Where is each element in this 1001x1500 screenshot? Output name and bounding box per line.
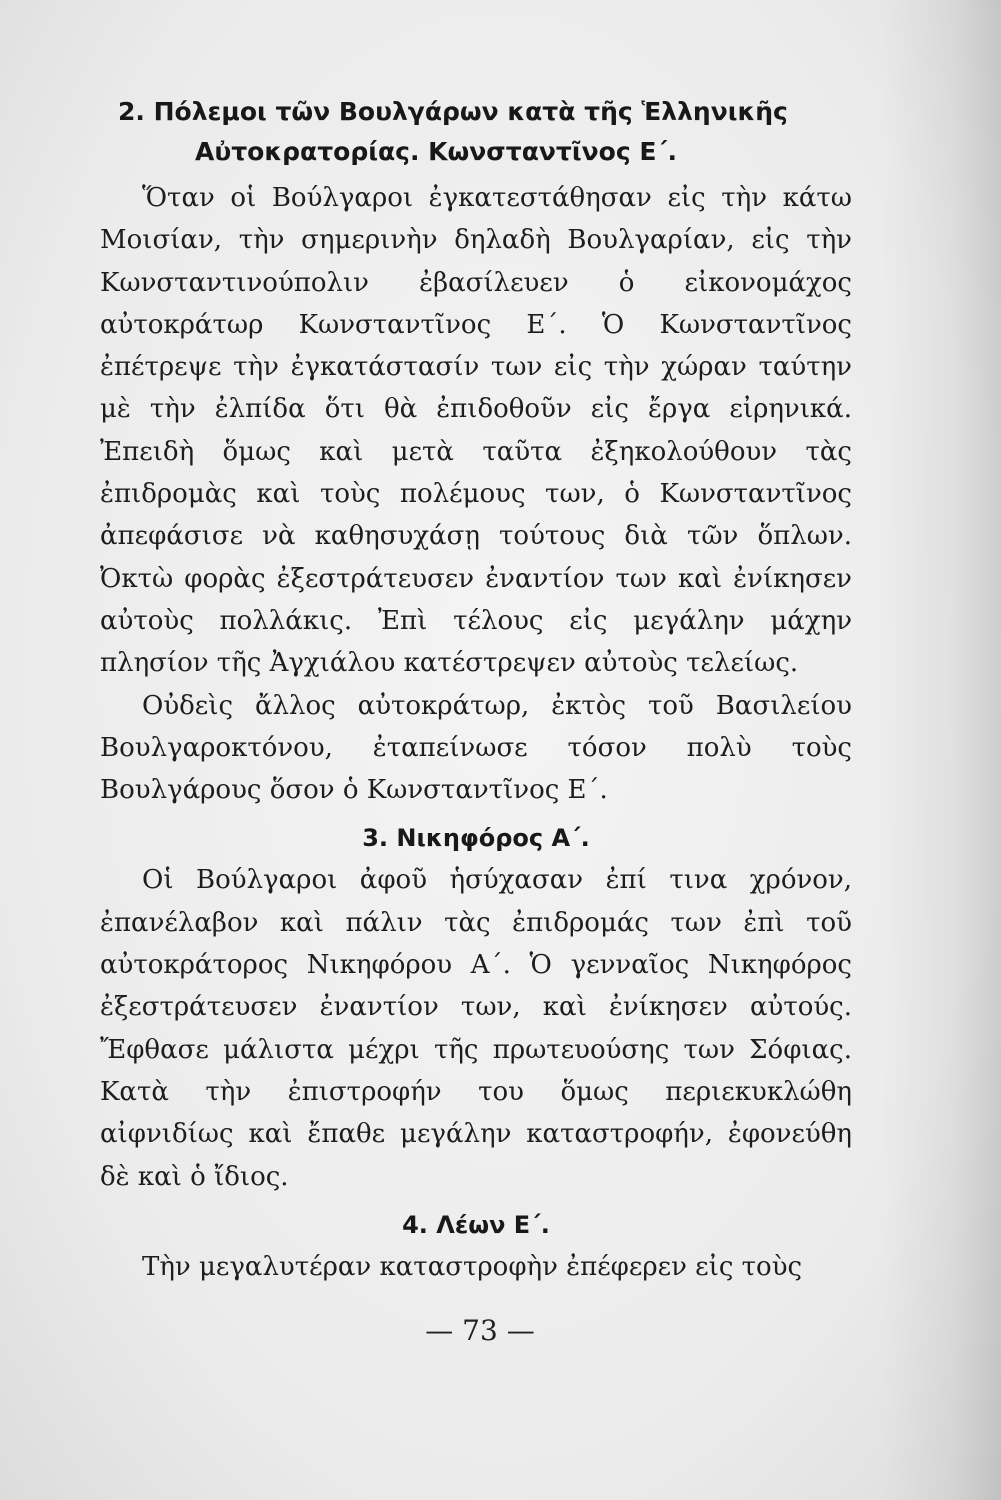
section-2-heading-line-2: Αὐτοκρατορίας. Κωνσταντῖνος Ε΄. (195, 137, 677, 166)
section-2-paragraph-1: Ὅταν οἱ Βούλγαροι ἐγκατεστάθησαν εἰς τὴν κάτω Μοισίαν, τὴν σημερινὴν δηλαδὴ Βουλγαρίαν, εἰς τὴν Κωνσταντινούπολιν ἐβασίλευεν ὁ εἰκονομάχος αὐτοκράτωρ Κωνσταντῖνος Ε΄. Ὁ Κωνσταντῖνος ἐπέτρεψε τὴν ἐγκατάστασίν των εἰς τὴν χώραν ταύτην μὲ τὴν ἐλπίδα ὅτι θὰ ἐπιδοθοῦν εἰς ἔργα εἰρηνικά. Ἐπειδὴ ὅμως καὶ μετὰ ταῦτα ἐξηκολούθουν τὰς ἐπιδρομὰς καὶ τοὺς πολέμους των, ὁ Κωνσταντῖνος ἀπεφάσισε νὰ καθησυχάσῃ τούτους διὰ τῶν ὅπλων. Ὀκτὼ φορὰς ἐξεστράτευσεν ἐναντίον των καὶ ἐνίκησεν αὐτοὺς πολλάκις. Ἐπὶ τέλους εἰς μεγάλην μάχην πλησίον τῆς Ἀγχιάλου κατέστρεψεν αὐτοὺς τελείως. (100, 183, 852, 679)
section-3-paragraph: Οἱ Βούλγαροι ἀφοῦ ἡσύχασαν ἐπί τινα χρόνον, ἐπανέλαβον καὶ πάλιν τὰς ἐπιδρομάς των ἐπὶ τοῦ αὐτοκράτορος Νικηφόρου Α΄. Ὁ γενναῖος Νικηφόρος ἐξεστράτευσεν ἐναντίον των, καὶ ἐνίκησεν αὐτούς. Ἔφθασε μάλιστα μέχρι τῆς πρωτευούσης των Σόφιας. Κατὰ τὴν ἐπιστροφήν του ὅμως περιεκυκλώθη αἰφνιδίως καὶ ἔπαθε μεγάλην καταστροφήν, ἐφονεύθη δὲ καὶ ὁ ἴδιος. (100, 865, 852, 1192)
section-4-paragraph: Τὴν μεγαλυτέραν καταστροφὴν ἐπέφερεν εἰς τοὺς (142, 1251, 803, 1282)
page-number: — 73 — (425, 1314, 535, 1347)
section-2-paragraph-2: Οὐδεὶς ἄλλος αὐτοκράτωρ, ἐκτὸς τοῦ Βασιλείου Βουλγαροκτόνου, ἐταπείνωσε τόσον πολὺ τοὺς Βουλγάρους ὅσον ὁ Κωνσταντῖνος Ε΄. (100, 690, 852, 806)
section-4-heading: 4. Λέων Ε΄. (402, 1210, 550, 1239)
page-gutter-shadow (881, 0, 1001, 1500)
page-text-block (100, 92, 852, 1288)
section-2-heading-line-1: 2. Πόλεμοι τῶν Βουλγάρων κατὰ τῆς Ἑλληνικῆς (118, 97, 788, 126)
section-3-heading: 3. Νικηφόρος Α΄. (362, 824, 590, 853)
